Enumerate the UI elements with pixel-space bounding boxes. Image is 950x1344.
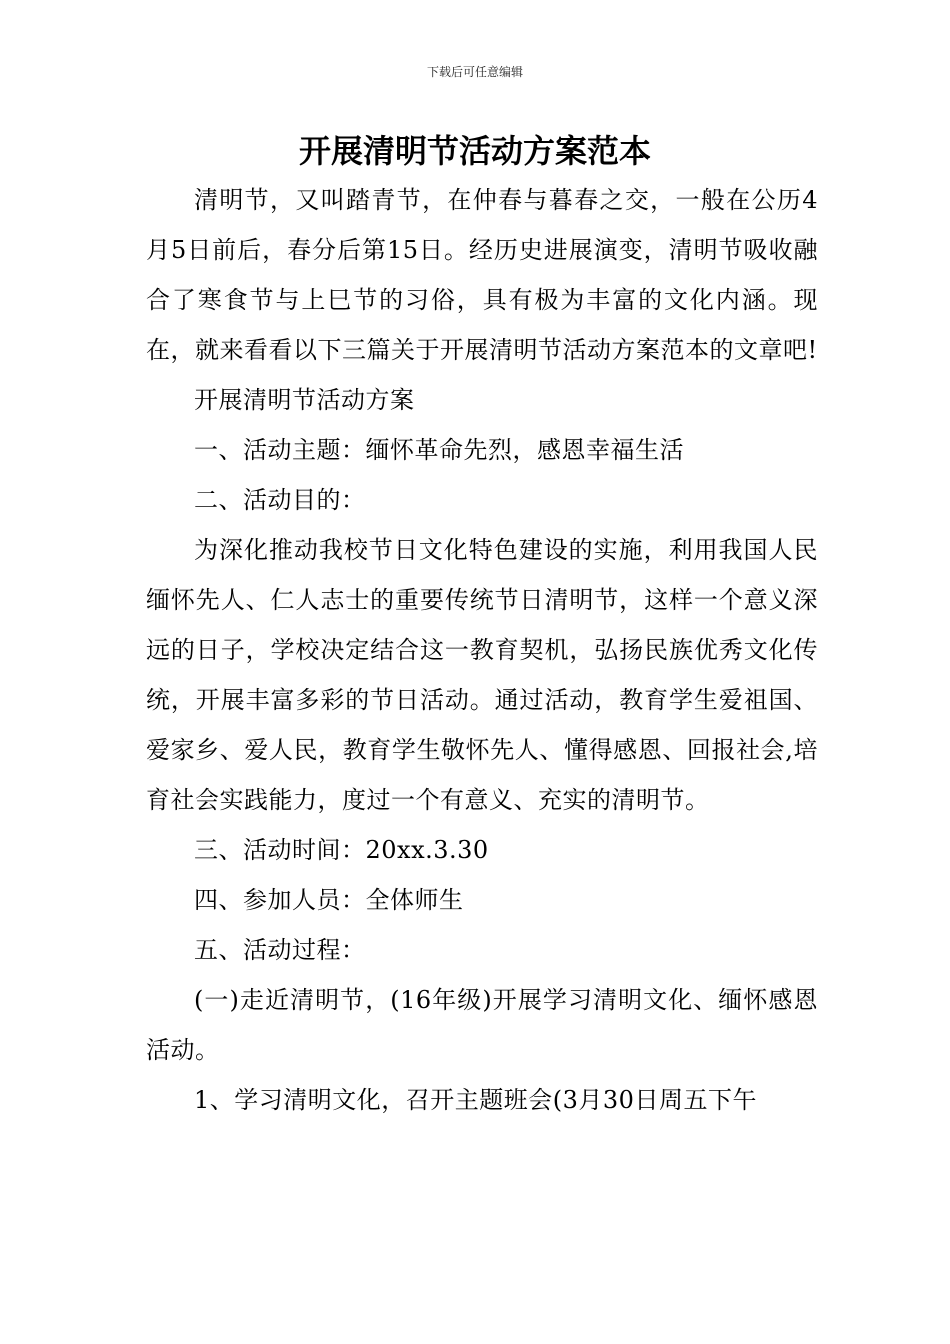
paragraph-time: 三、活动时间：20xx.3.30 xyxy=(194,836,489,864)
paragraph-process-1: (一)走近清明节，(16年级)开展学习清明文化、缅怀感恩活动。 xyxy=(146,986,818,1064)
document-title: 开展清明节活动方案范本 xyxy=(298,132,651,170)
paragraph-purpose: 为深化推动我校节日文化特色建设的实施，利用我国人民缅怀先人、仁人志士的重要传统节日清明节，这样一个意义深远的日子，学校决定结合这一教育契机，弘扬民族优秀文化传统，开展丰富多彩的节日活动。通过活动，教育学生爱祖国、爱家乡、爱人民，教育学生敬怀先人、懂得感恩、回报社会,培育社会实践能力，度过一个有意义、充实的清明节。 xyxy=(146,536,818,814)
paragraph-participants: 四、参加人员：全体师生 xyxy=(194,886,464,914)
header-note: 下载后可任意编辑 xyxy=(426,65,523,79)
paragraph-plan-heading: 开展清明节活动方案 xyxy=(194,386,415,414)
paragraph-intro: 清明节，又叫踏青节，在仲春与暮春之交，一般在公历4月5日前后，春分后第15日。经历史进展演变，清明节吸收融合了寒食节与上巳节的习俗，具有极为丰富的文化内涵。现在，就来看看以下三篇关于开展清明节活动方案范本的文章吧! xyxy=(146,186,818,364)
paragraph-process-1-1: 1、学习清明文化，召开主题班会(3月30日周五下午 xyxy=(194,1086,757,1114)
paragraph-purpose-heading: 二、活动目的： xyxy=(194,486,366,514)
document-body xyxy=(146,175,818,1125)
paragraph-theme: 一、活动主题：缅怀革命先烈，感恩幸福生活 xyxy=(194,436,684,464)
paragraph-process-heading: 五、活动过程： xyxy=(194,936,366,964)
